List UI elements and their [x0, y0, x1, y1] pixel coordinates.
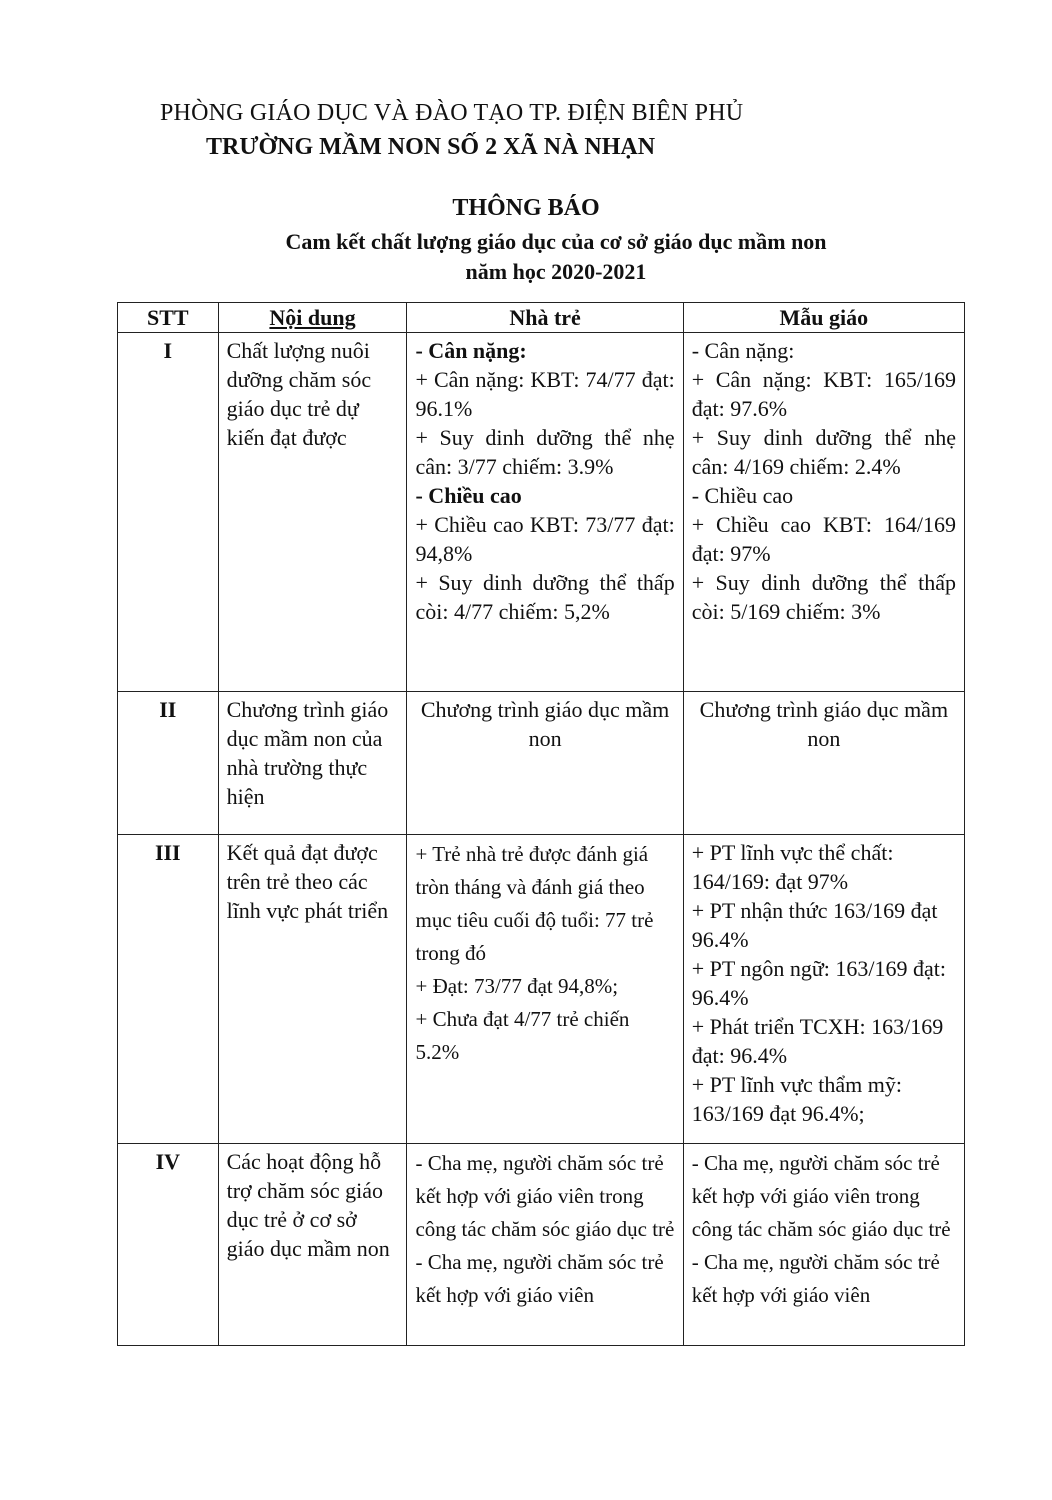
- row-mau-giao: [683, 333, 964, 692]
- row-nha-tre: [407, 835, 683, 1144]
- cell-line: - Cha mẹ, người chăm sóc trẻ kết hợp với giáo viên: [691, 1250, 940, 1307]
- header-noi-dung: Nội dung: [218, 303, 407, 333]
- cell-line: + PT lĩnh vực thể chất: 164/169: đạt 97%: [691, 840, 894, 894]
- cell-line: + Trẻ nhà trẻ được đánh giá tròn tháng và đánh giá theo mục tiêu cuối độ tuổi: 77 trẻ trong đó: [415, 842, 654, 965]
- row-nha-tre: [407, 1144, 683, 1346]
- cell-line: + Suy dinh dưỡng thể thấp còi: 5/169 chiếm: 3%: [691, 570, 956, 624]
- cell-line: + PT ngôn ngữ: 163/169 đạt: 96.4%: [691, 956, 947, 1010]
- cell-line: + Phát triển TCXH: 163/169 đạt: 96.4%: [691, 1014, 944, 1068]
- cell-line: + Suy dinh dưỡng thể nhẹ cân: 4/169 chiếm: 2.4%: [691, 425, 956, 479]
- row-nha-tre: Chương trình giáo dục mầm non: [407, 692, 683, 835]
- document-subtitle: [0, 227, 1052, 287]
- cell-line: - Chiều cao: [691, 483, 794, 508]
- cell-line: - Cha mẹ, người chăm sóc trẻ kết hợp với giáo viên trong công tác chăm sóc giáo dục trẻ: [691, 1151, 951, 1241]
- cell-line: + Chiều cao KBT: 73/77 đạt: 94,8%: [415, 512, 675, 566]
- cell-line: + PT nhận thức 163/169 đạt 96.4%: [691, 898, 938, 952]
- cell-line: + Suy dinh dưỡng thể nhẹ cân: 3/77 chiếm: 3.9%: [415, 425, 675, 479]
- cell-line: + Suy dinh dưỡng thể thấp còi: 4/77 chiếm: 5,2%: [415, 570, 675, 624]
- row-stt: II: [118, 692, 219, 835]
- row-mau-giao: [683, 835, 964, 1144]
- cell-line: + Chưa đạt 4/77 trẻ chiến 5.2%: [415, 1007, 630, 1064]
- document-title: THÔNG BÁO: [452, 195, 600, 221]
- commitment-table: [117, 302, 965, 1346]
- row-mau-giao: [683, 1144, 964, 1346]
- cell-line: + Cân nặng: KBT: 74/77 đạt: 96.1%: [415, 367, 675, 421]
- header-mau-giao: Mẫu giáo: [683, 303, 964, 333]
- table-row: [118, 835, 965, 1144]
- department-name: PHÒNG GIÁO DỤC VÀ ĐÀO TẠO TP. ĐIỆN BIÊN PHỦ: [160, 100, 744, 126]
- cell-line: - Cân nặng:: [691, 338, 795, 363]
- cell-line: + Đạt: 73/77 đạt 94,8%;: [415, 974, 619, 998]
- row-content: Các hoạt động hỗ trợ chăm sóc giáo dục trẻ ở cơ sở giáo dục mầm non: [218, 1144, 407, 1346]
- row-stt: IV: [118, 1144, 219, 1346]
- cell-line: + PT lĩnh vực thẩm mỹ: 163/169 đạt 96.4%;: [691, 1072, 903, 1126]
- table-row: [118, 692, 965, 835]
- header-nha-tre: Nhà trẻ: [407, 303, 683, 333]
- subtitle-line-1: Cam kết chất lượng giáo dục của cơ sở giáo dục mầm non: [285, 229, 827, 254]
- row-content: Chất lượng nuôi dưỡng chăm sóc giáo dục trẻ dự kiến đạt được: [218, 333, 407, 692]
- row-nha-tre: [407, 333, 683, 692]
- row-mau-giao: Chương trình giáo dục mầm non: [683, 692, 964, 835]
- table-row: [118, 1144, 965, 1346]
- row-content: Kết quả đạt được trên trẻ theo các lĩnh vực phát triển: [218, 835, 407, 1144]
- row-stt: I: [118, 333, 219, 692]
- cell-line: - Cha mẹ, người chăm sóc trẻ kết hợp với giáo viên: [415, 1250, 664, 1307]
- row-stt: III: [118, 835, 219, 1144]
- school-name: TRƯỜNG MẦM NON SỐ 2 XÃ NÀ NHẠN: [206, 134, 656, 160]
- cell-line: - Chiều cao: [415, 483, 522, 508]
- cell-line: - Cân nặng:: [415, 338, 527, 363]
- cell-line: + Chiều cao KBT: 164/169 đạt: 97%: [691, 512, 956, 566]
- cell-line: + Cân nặng: KBT: 165/169 đạt: 97.6%: [691, 367, 956, 421]
- row-content: Chương trình giáo dục mầm non của nhà trường thực hiện: [218, 692, 407, 835]
- header-stt: STT: [118, 303, 219, 333]
- table-row: [118, 333, 965, 692]
- subtitle-line-2: năm học 2020-2021: [465, 259, 647, 284]
- cell-line: - Cha mẹ, người chăm sóc trẻ kết hợp với giáo viên trong công tác chăm sóc giáo dục trẻ: [415, 1151, 675, 1241]
- table-header-row: [118, 303, 965, 333]
